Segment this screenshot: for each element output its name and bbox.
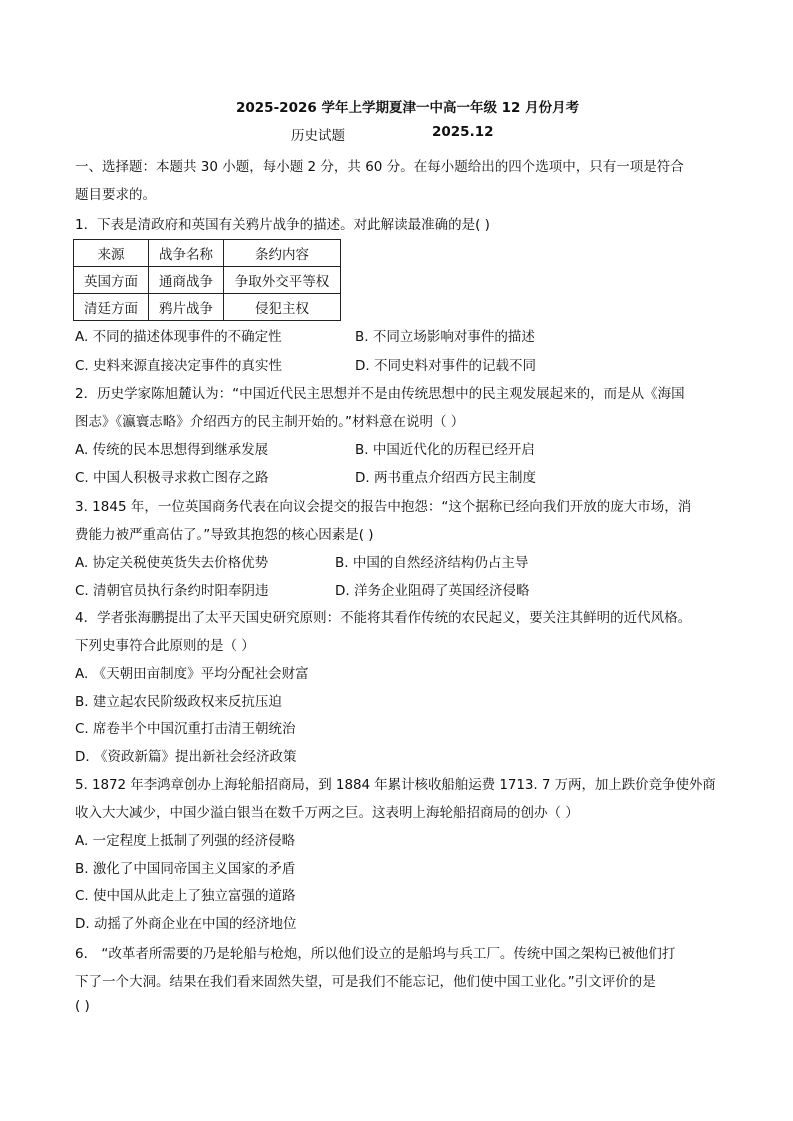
table-cell: 清廷方面 (74, 294, 149, 321)
q5-option-c: C. 使中国从此走上了独立富强的道路 (75, 888, 296, 904)
q1-option-c: C. 史料来源直接决定事件的真实性 (75, 358, 283, 374)
q1-option-a: A. 不同的描述体现事件的不确定性 (75, 329, 282, 345)
q1-stem: 1．下表是清政府和英国有关鸦片战争的描述。对此解读最准确的是( ) (75, 217, 490, 233)
q2-option-c: C. 中国人积极寻求救亡图存之路 (75, 470, 269, 486)
q2-option-a: A. 传统的民本思想得到继承发展 (75, 442, 269, 458)
section-instruction-cont: 题目要求的。 (75, 187, 156, 203)
q3-option-b: B. 中国的自然经济结构仍占主导 (335, 555, 529, 571)
q2-option-d: D. 两书重点介绍西方民主制度 (355, 470, 536, 486)
q1-option-b: B. 不同立场影响对事件的描述 (355, 329, 535, 345)
q5-option-d: D. 动摇了外商企业在中国的经济地位 (75, 916, 297, 932)
q3-stem-cont: 费能力被严重高估了。”导致其抱怨的核心因素是( ) (75, 527, 374, 543)
exam-title: 2025-2026 学年上学期夏津一中高一年级 12 月份月考 (236, 100, 580, 116)
q5-stem-cont: 收入大大减少，中国少溢白银当在数千万两之巨。这表明上海轮船招商局的创办（ ） (75, 805, 579, 821)
q6-stem: 6． “改革者所需要的乃是轮船与枪炮，所以他们设立的是船坞与兵工厂。传统中国之架构已被他们打 (75, 946, 676, 962)
q4-option-d: D. 《资政新篇》提出新社会经济政策 (75, 749, 297, 765)
table-header-cell: 战争名称 (149, 240, 224, 267)
q4-option-a: A. 《天朝田亩制度》平均分配社会财富 (75, 666, 309, 682)
q3-stem: 3. 1845 年，一位英国商务代表在向议会提交的报告中抱怨：“这个据称已经向我们开放的庞大市场，消 (75, 499, 692, 515)
table-row (74, 240, 341, 267)
exam-date: 2025.12 (432, 124, 494, 140)
q1-table (73, 239, 341, 321)
section-instruction: 一、选择题：本题共 30 小题，每小题 2 分，共 60 分。在每小题给出的四个选项中，只有一项是符合 (75, 159, 684, 175)
q3-option-c: C. 清朝官员执行条约时阳奉阴违 (75, 583, 269, 599)
table-row (74, 294, 341, 321)
q2-option-b: B. 中国近代化的历程已经开启 (355, 442, 535, 458)
q3-option-a: A. 协定关税使英货失去价格优势 (75, 555, 269, 571)
q2-stem-cont: 图志》《瀛寰志略》介绍西方的民主制开始的。”材料意在说明（ ） (75, 414, 465, 430)
table-cell: 争取外交平等权 (224, 267, 341, 294)
q4-option-c: C. 席卷半个中国沉重打击清王朝统治 (75, 721, 296, 737)
q4-stem: 4．学者张海鹏提出了太平天国史研究原则：不能将其看作传统的农民起义，要关注其鲜明的近代风格。 (75, 610, 692, 626)
q5-stem: 5. 1872 年李鸿章创办上海轮船招商局，到 1884 年累计核收船舶运费 1713. 7 万两，加上跌价竞争使外商 (75, 777, 716, 793)
exam-subject: 历史试题 (291, 128, 345, 144)
q5-option-a: A. 一定程度上抵制了列强的经济侵略 (75, 833, 296, 849)
table-row (74, 267, 341, 294)
q6-stem-cont: 下了一个大洞。结果在我们看来固然失望，可是我们不能忘记，他们使中国工业化。”引文评价的是 (75, 974, 656, 990)
table-header-cell: 条约内容 (224, 240, 341, 267)
table-cell: 通商战争 (149, 267, 224, 294)
q3-option-d: D. 洋务企业阻碍了英国经济侵略 (335, 583, 530, 599)
q4-option-b: B. 建立起农民阶级政权来反抗压迫 (75, 694, 282, 710)
table-cell: 侵犯主权 (224, 294, 341, 321)
q5-option-b: B. 激化了中国同帝国主义国家的矛盾 (75, 861, 296, 877)
table-cell: 英国方面 (74, 267, 149, 294)
table-header-cell: 来源 (74, 240, 149, 267)
q1-option-d: D. 不同史料对事件的记载不同 (355, 358, 536, 374)
q4-stem-cont: 下列史事符合此原则的是（ ） (75, 638, 255, 654)
q6-stem-paren: ( ) (75, 998, 90, 1014)
q2-stem: 2．历史学家陈旭麓认为：“中国近代民主思想并不是由传统思想中的民主观发展起来的，而是从《海国 (75, 386, 685, 402)
table-cell: 鸦片战争 (149, 294, 224, 321)
